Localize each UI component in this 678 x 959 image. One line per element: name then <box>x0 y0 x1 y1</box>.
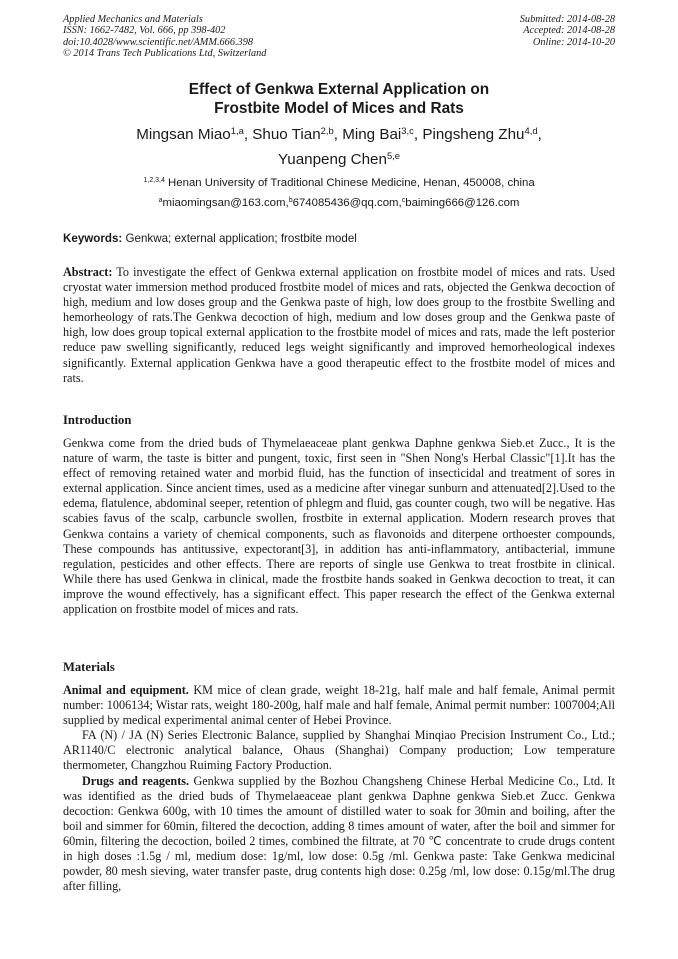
equipment-paragraph: FA (N) / JA (N) Series Electronic Balance, supplied by Shanghai Minqiao Precision Instrument Co., Ltd.; AR1140/C electronic analytical balance, Ohaus (Shanghai) Company production; Low temperature thermometer, Changzhou Ruiming Factory Production. <box>63 728 615 773</box>
paper-title <box>63 80 615 118</box>
affiliation <box>63 176 615 190</box>
email-marker: b <box>288 197 293 205</box>
author-separator: , <box>243 126 253 143</box>
submitted-date: Submitted: 2014-08-28 <box>519 14 615 25</box>
introduction-section <box>63 436 615 617</box>
email-address: miaomingsan@163.com, <box>162 197 289 209</box>
author-line-2 <box>63 147 615 172</box>
keywords <box>63 232 615 246</box>
animal-equipment-paragraph <box>63 683 615 728</box>
author-affil-marker: 1,a <box>230 124 244 136</box>
abstract-label: Abstract: <box>63 265 113 279</box>
journal-info <box>63 14 266 60</box>
abstract-paragraph <box>63 265 615 386</box>
author-separator: , <box>537 126 542 143</box>
submission-dates <box>520 14 615 48</box>
journal-issn: ISSN: 1662-7482, Vol. 666, pp 398-402 <box>63 25 226 37</box>
introduction-paragraph: Genkwa come from the dried buds of Thymelaeaceae plant genkwa Daphne genkwa Sieb.et Zucc., It is the nature of warm, the taste is bitter and pungent, toxic, first seen in "Shen Nong's Herbal Classic"[1].It has the effect of removing retained water and morbid fluid, has the function of insecticidal and treatment of sores in external application. Since ancient times, used as a medicine after vinegar sunburn and attenuated[2].Used to the edema, flatulence, abdominal seeper, retention of phlegm and fluid, gas counter cough, two will be negative. Has scabies favus of the scalp, carbuncle swollen, frostbite in external application. Modern research proves that Genkwa contains a variety of chemical components, such as flavonoids and diterpene orthoester compounds, These compounds has antitussive, expectorant[3], in addition has anti-inflammatory, antibacterial, immune regulation, pesticides and other effects. There are reports of single use Genkwa to treat frostbite in clinical. While there has used Genkwa in clinical, made the frostbite hands soaked in Genkwa decoction to treat, it can improve the wound effectively, has a significant effect. This paper research the effect of the Genkwa external application on frostbite model of mices and rats. <box>63 436 615 617</box>
author-name: Shuo Tian <box>252 126 321 143</box>
drugs-reagents-label: Drugs and reagents. <box>82 773 190 788</box>
abstract <box>63 265 615 386</box>
title-line-1: Effect of Genkwa External Application on <box>188 81 490 98</box>
abstract-text: To investigate the effect of Genkwa external application on frostbite model of mices and rats. Used cryostat water immersion method produced frostbite model of mices and rats, objected the Genkwa decoction of high, medium and low doses group and the Genkwa paste of high, low does group to the frostbite Swelling and hemorheology of rats.The Genkwa decoction of high, medium and low doses group and the Genkwa paste of high, low does group topical external application to the frostbite model of mices and rats, made the left posterior reduce paw swelling significantly, reduced legs weight significantly and improved hemorheological indexes significantly. External application Genkwa have a good therapeutic effect to the frostbite model of mices and rats. <box>63 265 615 385</box>
author-name: Pingsheng Zhu <box>422 126 525 143</box>
author-name: Ming Bai <box>342 126 402 143</box>
materials-heading: Materials <box>63 660 115 674</box>
author-list <box>63 122 615 172</box>
animal-equipment-label: Animal and equipment. <box>63 683 189 697</box>
author-affil-marker: 5,e <box>386 149 401 161</box>
author-separator: , <box>333 126 343 143</box>
journal-doi: doi:10.4028/www.scientific.net/AMM.666.398 <box>63 36 253 48</box>
email-address: 674085436@qq.com, <box>292 197 402 209</box>
email-address: baiming666@126.com <box>405 197 520 209</box>
author-name: Mingsan Miao <box>136 126 231 143</box>
materials-section <box>63 683 615 894</box>
author-line-1 <box>63 122 615 147</box>
author-affil-marker: 3,c <box>401 124 414 136</box>
journal-name: Applied Mechanics and Materials <box>63 14 203 25</box>
keywords-text: Genkwa; external application; frostbite model <box>122 232 357 245</box>
author-separator: , <box>413 126 423 143</box>
animal-equipment-text: KM mice of clean grade, weight 18-21g, half male and half female, Animal permit number: 1006134; Wistar rats, weight 180-200g, half male and half female, Animal permit number: 1007004;All supplied by medical experimental animal center of Hebei Province. <box>63 683 615 728</box>
keywords-label: Keywords: <box>63 232 123 245</box>
email-marker: a <box>158 197 163 205</box>
author-name: Yuanpeng Chen <box>277 151 387 168</box>
affiliation-text: Henan University of Traditional Chinese Medicine, Henan, 450008, china <box>164 177 535 189</box>
journal-copyright: © 2014 Trans Tech Publications Ltd, Switzerland <box>63 48 267 60</box>
email-marker: c <box>401 197 406 205</box>
affiliation-marker: 1,2,3,4 <box>143 177 165 185</box>
accepted-date: Accepted: 2014-08-28 <box>523 25 615 37</box>
author-affil-marker: 4,d <box>524 124 538 136</box>
title-line-2: Frostbite Model of Mices and Rats <box>214 100 464 117</box>
drugs-reagents-paragraph <box>63 774 615 895</box>
author-emails <box>63 196 615 210</box>
introduction-heading: Introduction <box>63 413 132 427</box>
drugs-reagents-text: Genkwa supplied by the Bozhou Changsheng Chinese Herbal Medicine Co., Ltd. It was identified as the dried buds of Thymelaeaceae plant genkwa Daphne genkwa Sieb.et Zucc. Genkwa decoction: Genkwa 600g, with 10 times the amount of distilled water to soak for 30min and boiling, after the boil and simmer for 60min, filtered the decoction, adding 8 times amount of water, after the boil and simmer for 60min, filtering the decoction, boiled 2 times, combined the filtrate, at 70 ℃ concentrate to crude drugs content in high doses :1.5g / ml, medium dose: 1g/ml, low dose: 0.5g /ml. Genkwa paste: Take Genkwa medicinal powder, 80 mesh sieving, water transfer paste, drug contents high dose: 0.25g /ml, low dose: 0.15g/ml.The drug after filling, <box>63 773 615 894</box>
online-date: Online: 2014-10-20 <box>532 36 615 48</box>
author-affil-marker: 2,b <box>320 124 334 136</box>
